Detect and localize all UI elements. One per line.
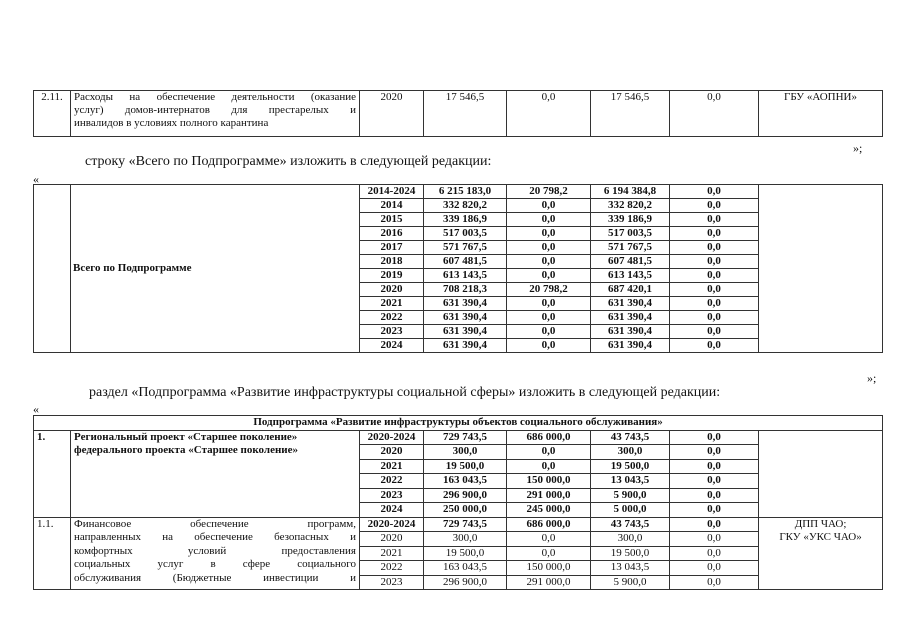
year-cell: 2024 (360, 339, 424, 353)
okrug-cell: 6 194 384,8 (591, 185, 670, 199)
total-cell: 631 390,4 (424, 325, 507, 339)
other-cell: 0,0 (670, 575, 759, 590)
total-cell: 332 820,2 (424, 199, 507, 213)
other-cell: 0,0 (670, 459, 759, 474)
okrug-cell: 631 390,4 (591, 325, 670, 339)
other-cell: 0,0 (670, 255, 759, 269)
instruction-text: строку «Всего по Подпрограмме» изложить в следующей редакции: (85, 154, 492, 169)
fed-cell: 0,0 (507, 325, 591, 339)
okrug-cell: 631 390,4 (591, 311, 670, 325)
empty-number-cell (34, 185, 71, 353)
okrug-cell: 43 743,5 (591, 430, 670, 445)
total-cell: 631 390,4 (424, 297, 507, 311)
fed-cell: 20 798,2 (507, 185, 591, 199)
year-cell: 2016 (360, 227, 424, 241)
other-cell: 0,0 (670, 546, 759, 561)
okrug-cell: 13 043,5 (591, 474, 670, 489)
row-211-fed: 0,0 (507, 91, 591, 137)
total-cell: 19 500,0 (424, 546, 507, 561)
description-line: комфортных условий предоставления (74, 544, 356, 557)
year-cell: 2014 (360, 199, 424, 213)
total-cell: 517 003,5 (424, 227, 507, 241)
fed-cell: 0,0 (507, 227, 591, 241)
fed-cell: 0,0 (507, 532, 591, 547)
row-211-table (33, 90, 883, 137)
year-cell: 2015 (360, 213, 424, 227)
fed-cell: 0,0 (507, 241, 591, 255)
okrug-cell: 613 143,5 (591, 269, 670, 283)
table-row (34, 517, 883, 532)
total-label: Всего по Подпрограмме (71, 185, 360, 353)
executor-cell (759, 185, 883, 353)
fed-cell: 0,0 (507, 445, 591, 460)
okrug-cell: 19 500,0 (591, 459, 670, 474)
year-cell: 2018 (360, 255, 424, 269)
row-211-description (71, 91, 360, 137)
year-cell: 2020-2024 (360, 517, 424, 532)
other-cell: 0,0 (670, 517, 759, 532)
okrug-cell: 5 000,0 (591, 503, 670, 518)
okrug-cell: 43 743,5 (591, 517, 670, 532)
total-cell: 300,0 (424, 532, 507, 547)
item-description (71, 517, 360, 590)
table-row (34, 185, 883, 199)
okrug-cell: 607 481,5 (591, 255, 670, 269)
row-211-desc-line: услуг) домов-интернатов для престарелых и (74, 104, 356, 116)
other-cell: 0,0 (670, 503, 759, 518)
year-cell: 2024 (360, 503, 424, 518)
executor-line: ГКУ «УКС ЧАО» (779, 531, 862, 543)
other-cell: 0,0 (670, 283, 759, 297)
okrug-cell: 339 186,9 (591, 213, 670, 227)
okrug-cell: 300,0 (591, 532, 670, 547)
other-cell: 0,0 (670, 213, 759, 227)
fed-cell: 150 000,0 (507, 474, 591, 489)
other-cell: 0,0 (670, 311, 759, 325)
total-cell: 163 043,5 (424, 474, 507, 489)
okrug-cell: 571 767,5 (591, 241, 670, 255)
total-cell: 163 043,5 (424, 561, 507, 576)
closing-quote: »; (853, 141, 863, 155)
year-cell: 2020 (360, 532, 424, 547)
total-cell: 300,0 (424, 445, 507, 460)
year-cell: 2020 (360, 445, 424, 460)
total-cell: 296 900,0 (424, 575, 507, 590)
okrug-cell: 13 043,5 (591, 561, 670, 576)
executor-cell (759, 430, 883, 517)
total-cell: 250 000,0 (424, 503, 507, 518)
fed-cell: 0,0 (507, 459, 591, 474)
item-number: 1. (34, 430, 71, 517)
total-cell: 571 767,5 (424, 241, 507, 255)
other-cell: 0,0 (670, 339, 759, 353)
year-cell: 2017 (360, 241, 424, 255)
okrug-cell: 687 420,1 (591, 283, 670, 297)
year-cell: 2022 (360, 561, 424, 576)
closing-quote: »; (867, 371, 877, 385)
table-row (34, 430, 883, 445)
other-cell: 0,0 (670, 430, 759, 445)
description-line: обслуживания (Бюджетные инвестиции и (74, 571, 356, 584)
fed-cell: 291 000,0 (507, 488, 591, 503)
year-cell: 2021 (360, 297, 424, 311)
fed-cell: 0,0 (507, 339, 591, 353)
fed-cell: 0,0 (507, 255, 591, 269)
other-cell: 0,0 (670, 297, 759, 311)
row-211-desc-line: Расходы на обеспечение деятельности (оказание (74, 91, 356, 103)
fed-cell: 20 798,2 (507, 283, 591, 297)
description-line: социальных услуг в сфере социального (74, 558, 356, 570)
year-cell: 2019 (360, 269, 424, 283)
executor-line: ДПП ЧАО; (794, 517, 847, 530)
total-cell: 729 743,5 (424, 517, 507, 532)
total-cell: 339 186,9 (424, 213, 507, 227)
other-cell: 0,0 (670, 199, 759, 213)
subprogram-total-table (33, 184, 883, 353)
year-cell: 2023 (360, 575, 424, 590)
description-line: федерального проекта «Старшее поколение» (74, 444, 299, 456)
fed-cell: 0,0 (507, 297, 591, 311)
fed-cell: 0,0 (507, 269, 591, 283)
total-cell: 631 390,4 (424, 339, 507, 353)
okrug-cell: 19 500,0 (591, 546, 670, 561)
row-211-executor: ГБУ «АОПНИ» (759, 91, 883, 137)
okrug-cell: 300,0 (591, 445, 670, 460)
total-cell: 631 390,4 (424, 311, 507, 325)
total-cell: 296 900,0 (424, 488, 507, 503)
executor-cell (759, 517, 883, 590)
fed-cell: 291 000,0 (507, 575, 591, 590)
okrug-cell: 631 390,4 (591, 297, 670, 311)
year-cell: 2022 (360, 311, 424, 325)
description-line: направленных на обеспечение безопасных и (74, 531, 356, 543)
instruction-text: раздел «Подпрограмма «Развитие инфраструктуры социальной сферы» изложить в следующей редакции: (89, 385, 721, 400)
okrug-cell: 332 820,2 (591, 199, 670, 213)
description-line: Региональный проект «Старшее поколение» (74, 430, 298, 443)
year-cell: 2023 (360, 488, 424, 503)
fed-cell: 245 000,0 (507, 503, 591, 518)
year-cell: 2020 (360, 283, 424, 297)
fed-cell: 0,0 (507, 546, 591, 561)
okrug-cell: 5 900,0 (591, 575, 670, 590)
total-cell: 613 143,5 (424, 269, 507, 283)
row-211-desc-line: инвалидов в условиях полного карантина (74, 117, 269, 129)
fed-cell: 0,0 (507, 213, 591, 227)
subprogram-header: Подпрограмма «Развитие инфраструктуры объектов социального обслуживания» (34, 416, 883, 431)
opening-quote: « (33, 402, 39, 416)
other-cell: 0,0 (670, 241, 759, 255)
row-211-number: 2.11. (34, 91, 71, 137)
other-cell: 0,0 (670, 488, 759, 503)
other-cell: 0,0 (670, 561, 759, 576)
year-cell: 2020-2024 (360, 430, 424, 445)
subprogram-table (33, 415, 883, 590)
other-cell: 0,0 (670, 532, 759, 547)
year-cell: 2014-2024 (360, 185, 424, 199)
okrug-cell: 517 003,5 (591, 227, 670, 241)
row-211-okrug: 17 546,5 (591, 91, 670, 137)
other-cell: 0,0 (670, 185, 759, 199)
other-cell: 0,0 (670, 269, 759, 283)
item-number: 1.1. (34, 517, 71, 590)
item-description (71, 430, 360, 517)
fed-cell: 0,0 (507, 199, 591, 213)
other-cell: 0,0 (670, 474, 759, 489)
year-cell: 2022 (360, 474, 424, 489)
row-211-year: 2020 (360, 91, 424, 137)
fed-cell: 686 000,0 (507, 430, 591, 445)
other-cell: 0,0 (670, 325, 759, 339)
other-cell: 0,0 (670, 227, 759, 241)
total-cell: 729 743,5 (424, 430, 507, 445)
description-line: Финансовое обеспечение программ, (74, 517, 356, 530)
fed-cell: 0,0 (507, 311, 591, 325)
total-cell: 6 215 183,0 (424, 185, 507, 199)
opening-quote: « (33, 172, 39, 186)
total-cell: 708 218,3 (424, 283, 507, 297)
year-cell: 2021 (360, 546, 424, 561)
row-211-other: 0,0 (670, 91, 759, 137)
total-cell: 607 481,5 (424, 255, 507, 269)
fed-cell: 150 000,0 (507, 561, 591, 576)
row-211-total: 17 546,5 (424, 91, 507, 137)
okrug-cell: 631 390,4 (591, 339, 670, 353)
other-cell: 0,0 (670, 445, 759, 460)
fed-cell: 686 000,0 (507, 517, 591, 532)
year-cell: 2021 (360, 459, 424, 474)
okrug-cell: 5 900,0 (591, 488, 670, 503)
year-cell: 2023 (360, 325, 424, 339)
total-cell: 19 500,0 (424, 459, 507, 474)
